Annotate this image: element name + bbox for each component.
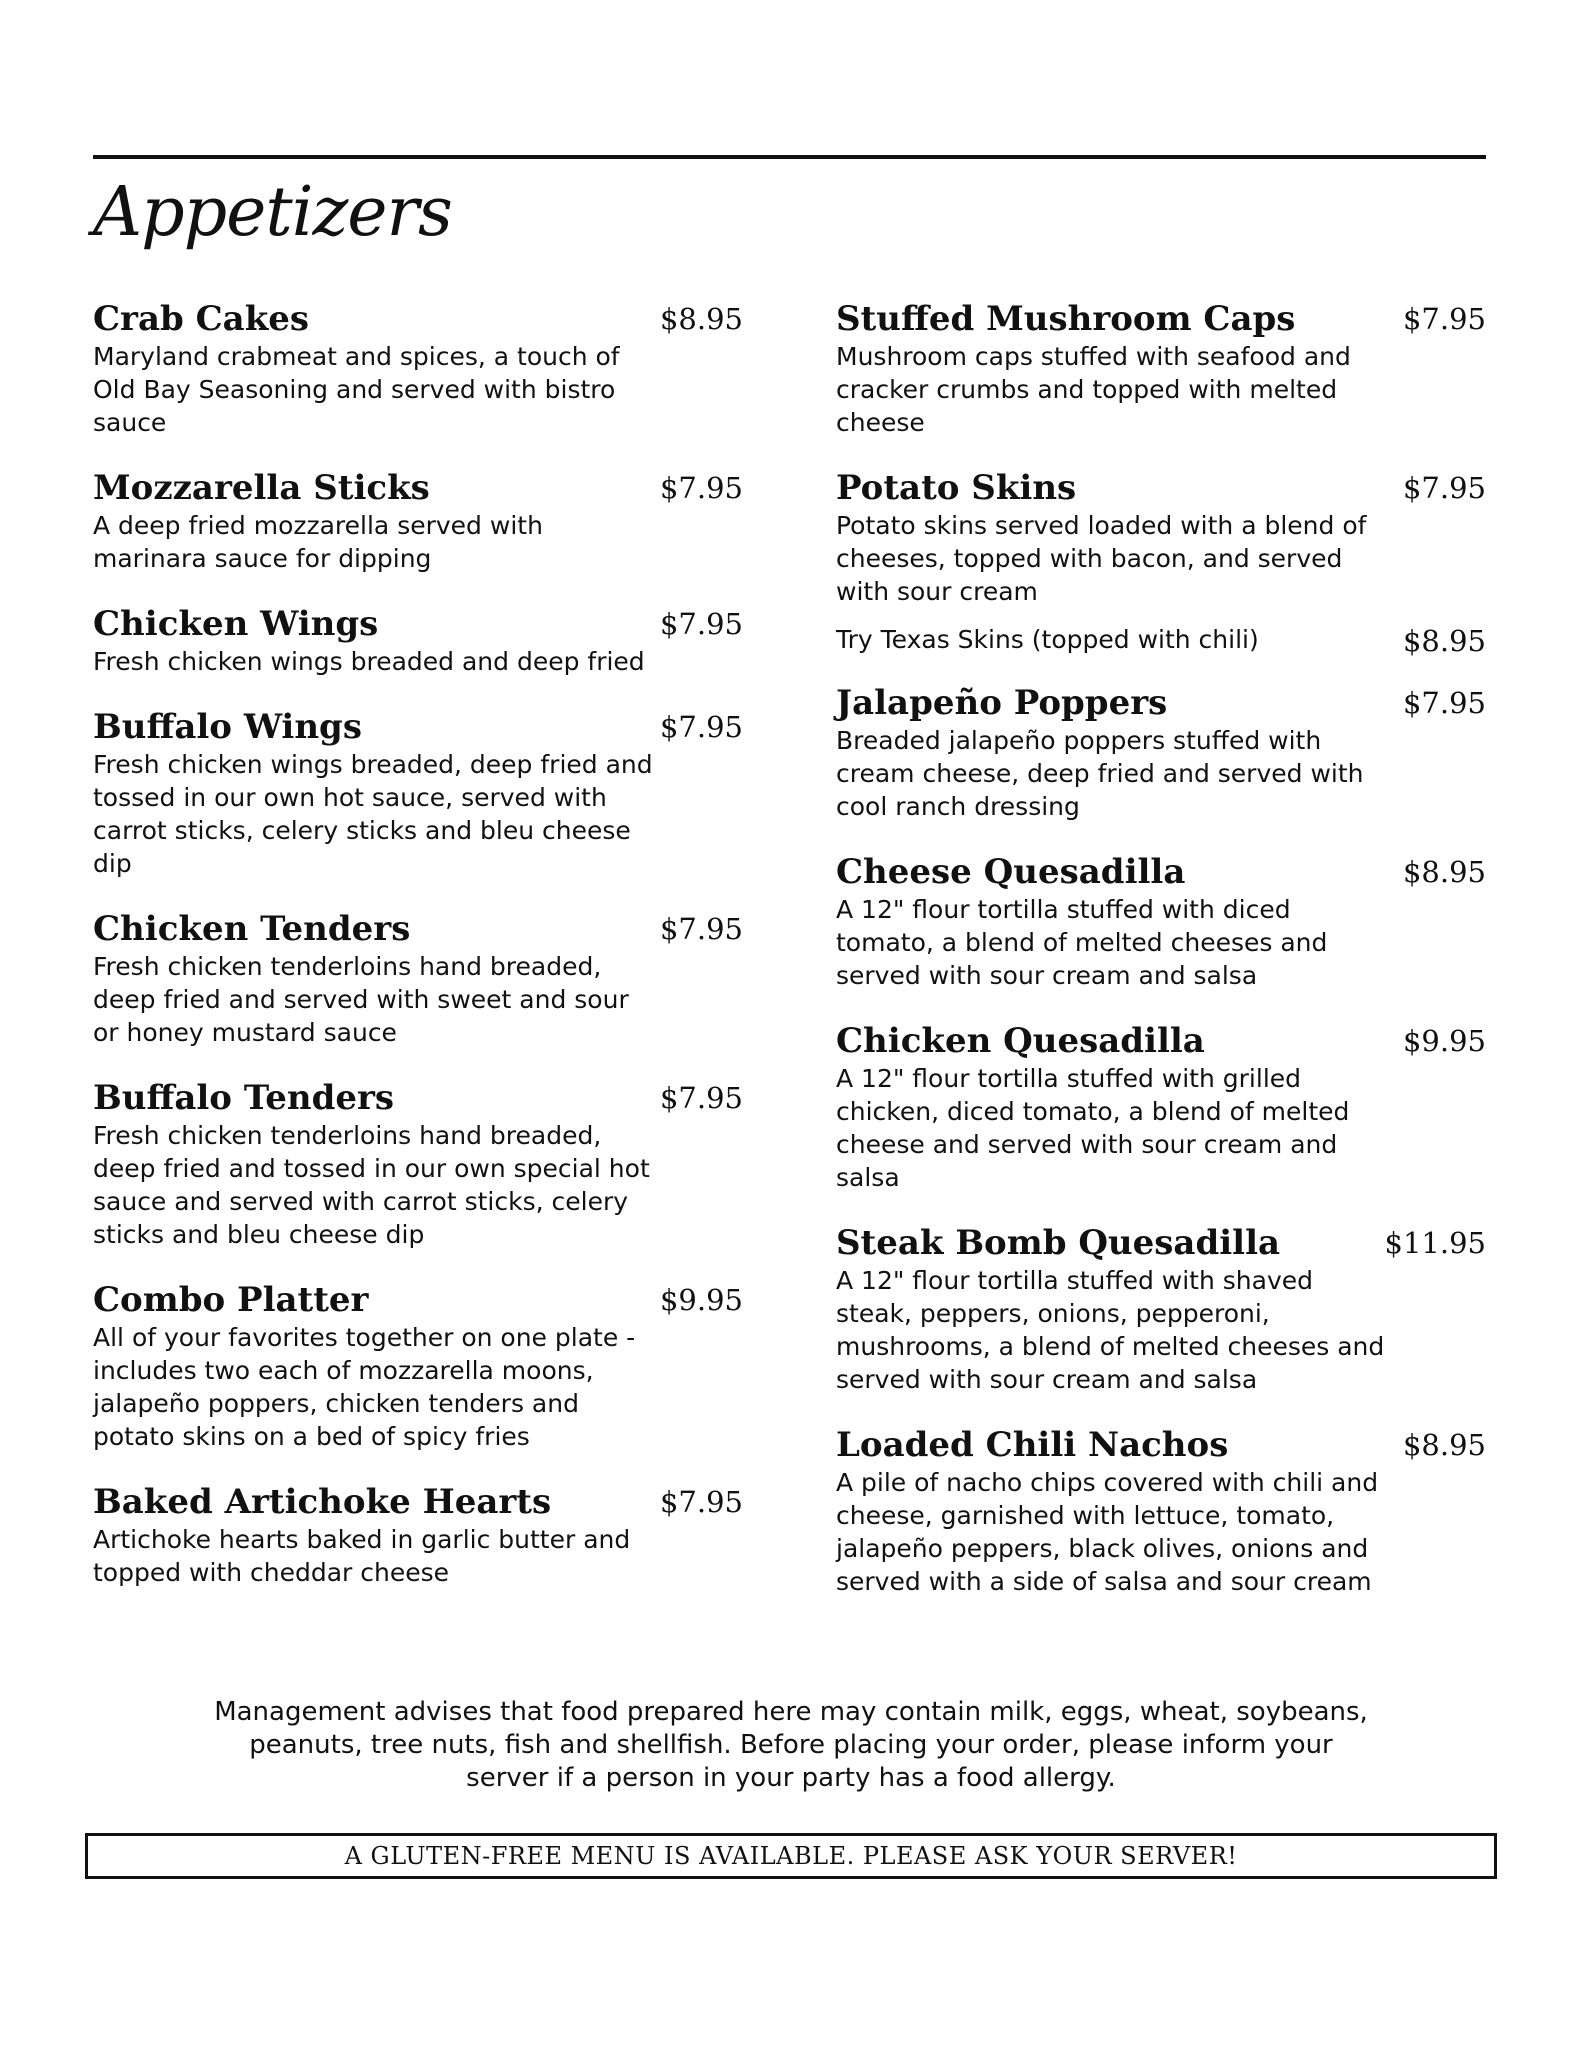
item-name: Chicken Tenders bbox=[93, 909, 411, 949]
item-price: $7.95 bbox=[659, 912, 743, 946]
menu-item bbox=[836, 298, 1486, 439]
sub-menu-item bbox=[836, 620, 1486, 660]
item-name: Potato Skins bbox=[836, 468, 1077, 508]
allergy-notice-line: Management advises that food prepared here may contain milk, eggs, wheat, soybeans, bbox=[214, 1697, 1368, 1727]
allergy-notice-line: peanuts, tree nuts, fish and shellfish. Before placing your order, please inform your bbox=[249, 1730, 1333, 1760]
sub-item-name: Try Texas Skins (topped with chili) bbox=[836, 625, 1259, 654]
menu-item bbox=[93, 1077, 743, 1251]
item-description: A 12" flour tortilla stuffed with shaved steak, peppers, onions, pepperoni, mushrooms, a blend of melted cheeses and served with sour cream and salsa bbox=[836, 1266, 1385, 1394]
item-name: Buffalo Wings bbox=[93, 707, 362, 747]
menu-item bbox=[93, 603, 743, 678]
item-price: $7.95 bbox=[1402, 471, 1486, 505]
menu-column-right bbox=[836, 298, 1486, 1598]
item-name: Mozzarella Sticks bbox=[93, 468, 430, 508]
item-name: Chicken Quesadilla bbox=[836, 1021, 1205, 1061]
section-title: Appetizers bbox=[93, 173, 452, 252]
menu-column-left bbox=[93, 298, 743, 1589]
item-description: Maryland crabmeat and spices, a touch of Old Bay Seasoning and served with bistro sauce bbox=[93, 342, 620, 437]
item-description: Breaded jalapeño poppers stuffed with cream cheese, deep fried and served with cool ranch dressing bbox=[836, 726, 1364, 821]
menu-item bbox=[836, 851, 1486, 992]
menu-item bbox=[836, 682, 1486, 823]
top-divider bbox=[93, 155, 1486, 159]
item-description: A deep fried mozzarella served with marinara sauce for dipping bbox=[93, 511, 543, 573]
item-price: $8.95 bbox=[1402, 855, 1486, 889]
item-name: Cheese Quesadilla bbox=[836, 852, 1186, 892]
item-name: Stuffed Mushroom Caps bbox=[836, 299, 1296, 339]
item-name: Loaded Chili Nachos bbox=[836, 1425, 1229, 1465]
item-price: $8.95 bbox=[659, 302, 743, 336]
sub-item-price: $8.95 bbox=[1402, 624, 1486, 658]
item-price: $9.95 bbox=[659, 1283, 743, 1317]
item-name: Jalapeño Poppers bbox=[836, 683, 1168, 723]
allergy-notice bbox=[150, 1696, 1432, 1795]
item-description: Fresh chicken tenderloins hand breaded, deep fried and tossed in our own special hot sauce and served with carrot sticks, celery sticks and bleu cheese dip bbox=[93, 1121, 650, 1249]
item-name: Baked Artichoke Hearts bbox=[93, 1482, 552, 1522]
item-description: A pile of nacho chips covered with chili and cheese, garnished with lettuce, tomato, jalapeño peppers, black olives, onions and served with a side of salsa and sour cream bbox=[836, 1468, 1379, 1596]
item-price: $7.95 bbox=[659, 1081, 743, 1115]
menu-item bbox=[836, 1020, 1486, 1194]
item-description: Artichoke hearts baked in garlic butter and topped with cheddar cheese bbox=[93, 1525, 631, 1587]
item-name: Crab Cakes bbox=[93, 299, 310, 339]
allergy-notice-line: server if a person in your party has a food allergy. bbox=[466, 1763, 1116, 1793]
menu-item bbox=[93, 467, 743, 575]
item-name: Combo Platter bbox=[93, 1280, 369, 1320]
menu-item bbox=[836, 1424, 1486, 1598]
menu-item bbox=[836, 1222, 1486, 1396]
item-price: $7.95 bbox=[659, 710, 743, 744]
item-description: Mushroom caps stuffed with seafood and cracker crumbs and topped with melted cheese bbox=[836, 342, 1351, 437]
item-price: $8.95 bbox=[1402, 1428, 1486, 1462]
item-description: Potato skins served loaded with a blend of cheeses, topped with bacon, and served with sour cream bbox=[836, 511, 1367, 606]
item-description: A 12" flour tortilla stuffed with grilled chicken, diced tomato, a blend of melted cheese and served with sour cream and salsa bbox=[836, 1064, 1350, 1192]
item-price: $7.95 bbox=[659, 1485, 743, 1519]
item-description: Fresh chicken wings breaded and deep fried bbox=[93, 647, 645, 676]
item-name: Buffalo Tenders bbox=[93, 1078, 395, 1118]
menu-item bbox=[93, 1481, 743, 1589]
item-description: All of your favorites together on one plate - includes two each of mozzarella moons, jalapeño poppers, chicken tenders and potato skins on a bed of spicy fries bbox=[93, 1323, 636, 1451]
menu-item bbox=[93, 706, 743, 880]
menu-item bbox=[93, 908, 743, 1049]
item-price: $7.95 bbox=[1402, 302, 1486, 336]
item-price: $7.95 bbox=[1402, 686, 1486, 720]
menu-item bbox=[836, 467, 1486, 608]
item-description: A 12" flour tortilla stuffed with diced tomato, a blend of melted cheeses and served with sour cream and salsa bbox=[836, 895, 1328, 990]
item-description: Fresh chicken tenderloins hand breaded, deep fried and served with sweet and sour or honey mustard sauce bbox=[93, 952, 629, 1047]
item-price: $7.95 bbox=[659, 607, 743, 641]
gluten-free-banner: A GLUTEN-FREE MENU IS AVAILABLE. PLEASE ASK YOUR SERVER! bbox=[85, 1833, 1497, 1879]
menu-item bbox=[93, 298, 743, 439]
item-price: $11.95 bbox=[1384, 1226, 1486, 1260]
item-name: Steak Bomb Quesadilla bbox=[836, 1223, 1281, 1263]
item-price: $9.95 bbox=[1402, 1024, 1486, 1058]
item-name: Chicken Wings bbox=[93, 604, 379, 644]
item-description: Fresh chicken wings breaded, deep fried and tossed in our own hot sauce, served with carrot sticks, celery sticks and bleu cheese dip bbox=[93, 750, 653, 878]
item-price: $7.95 bbox=[659, 471, 743, 505]
menu-item bbox=[93, 1279, 743, 1453]
